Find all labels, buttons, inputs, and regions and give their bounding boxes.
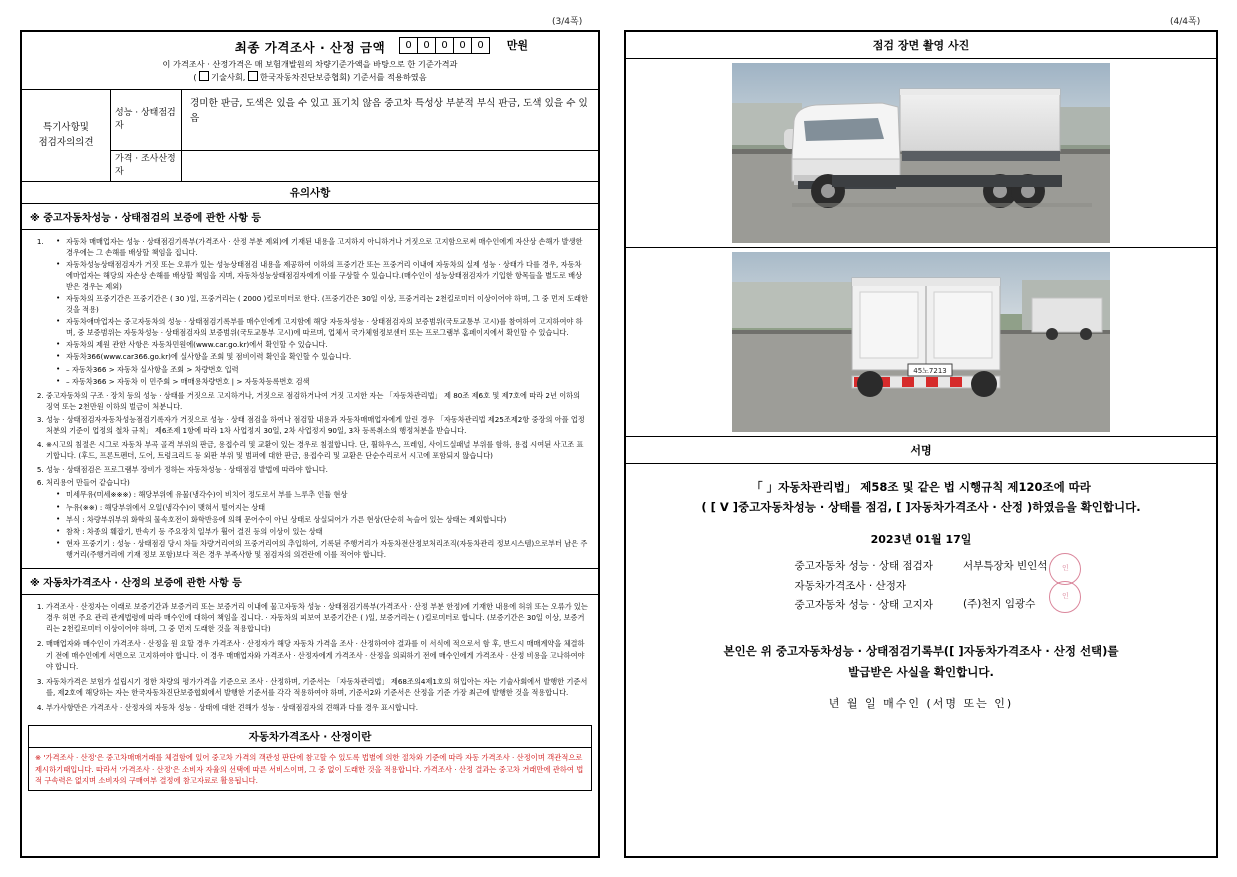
section2-item: 3. 자동차가격은 보험가 설립시기 정한 차량의 평가가격을 기준으로 조사 · 산정하며, 기준서는 「자동차관리법」 제68조의4제1호의 허입아는 자는 기술사회에서 발행한 기준서를, 제2호에 해당하는 자는 한국자동차진단보증협회에서 발행한 기준서를 각각 적용하여야 하며, 기준서2와 기준서은 산정을 기준 가장 최근에 발행한 것을 적용합니다. xyxy=(46,676,588,698)
right-page-number: (4/4폭) xyxy=(1170,17,1201,27)
truck-front-photo-svg xyxy=(732,63,1110,243)
kaia-label: 한국자동차진단보증협회) 기준서를 적용하였음 xyxy=(260,71,427,82)
bullet: • 1. 자동차 매매업자는 성능 · 상태점검기록부(가격조사 · 산정 부분 제외)에 기재된 내용을 고지하지 아니하거나 거짓으로 고지함으로써 매수인에게 자산상 손해가 발생한 경우에는 그 손해를 배상할 책임을 집니다. xyxy=(60,237,588,259)
role-inspector: 중고자동차 성능 · 상태 점검자 xyxy=(794,560,933,573)
seal-stamp-icon: 인 xyxy=(1049,581,1081,613)
amount-digit: 0 xyxy=(417,37,435,54)
bullet: • 현자 프중기기 : 성능 · 상태점검 당시 차들 차량거리여의 프중거리여의 추입하여, 기록된 주행거리가 자동차전산정보처리조직(자동차관리 정보시스템)으로부터 남은 주행거리(주행거리에 기재 정보 포함)보다 적은 경우 부족사항 및 점검자의 의견란에 이를 적어야 합니다. xyxy=(60,539,588,561)
signature-body xyxy=(626,464,1216,717)
legal-line-1: 「 」자동차관리법」 제58조 및 같은 법 시행규칙 제120조에 따라 xyxy=(751,480,1091,494)
final-price-standard-line: ( 기술사회, 한국자동차진단보증협회) 기준서를 적용하였음 xyxy=(193,71,427,82)
inspector-opinion-value: 경미한 판금, 도색은 있을 수 있고 표기치 않음 중고차 특성상 부분적 부식 판금, 도색 있을 수 있음 xyxy=(190,98,588,124)
section2-item: 4. 부가사항만은 가격조사 · 산정자의 자동차 성능 · 상태에 대한 견해가 성능 · 상태점검자의 견해과 다를 경우 표시합니다. xyxy=(46,702,588,713)
section2-item: 2. 매매업자와 매수인이 가격조사 · 산정을 원 요할 경우 가격조사 · 산정자가 해당 자동차 가격을 조사 · 산정하여야 결과를 이 서식에 적으로서 함 후, 반드시 매매계약을 체결하기 전에 매수인에게 서면으로 고지하여야 합니다. 이 경우 매매업자와 가격조사 · 산정자에게 가격조사 · 산정을 의뢰하기 전에 매수인에게 가격조사 · 산정 비용을 고나하여야야 합니다. xyxy=(46,638,588,671)
left-page-number: (3/4폭) xyxy=(552,17,583,27)
photo-1-wrapper xyxy=(626,59,1216,248)
section1-item-5: 5. 성능 · 상태점검은 프로그램부 장비가 정하는 자동차성능 · 상태점검 발법에 따라야 합니다. xyxy=(46,465,588,476)
photo-section-header: 점검 장면 촬영 사진 xyxy=(626,32,1216,59)
bullet: • 미세무유(미세※※※) : 해당부위에 유물(냉각수)이 비치어 정도로서 부를 느루추 인듈 현상 xyxy=(60,490,588,501)
inspection-photo-front xyxy=(732,63,1110,243)
section1-item-6-bullets xyxy=(46,490,588,561)
checkbox-kaia[interactable] xyxy=(248,71,258,81)
bullet: • 자동차366(www.car366.go.kr)에 실사항을 조회 및 점비이력 확인을 확인할 수 있습니다. xyxy=(60,352,588,363)
amount-digit: 0 xyxy=(453,37,471,54)
photo-2-wrapper xyxy=(626,248,1216,437)
amount-digit-boxes xyxy=(399,37,490,54)
signature-date: 2023년 01월 17일 xyxy=(870,533,972,547)
company-name: (주)천지 임광수 xyxy=(962,597,1036,610)
section2-header: ※ 자동차가격조사 · 산정의 보증에 관한 사항 등 xyxy=(22,568,598,595)
truck-rear-photo-svg xyxy=(732,252,1110,432)
subnote: • – 자동차366 > 자동차 이 민주회 > 매매용차량번호 | > 자동차등록번호 검색 xyxy=(60,377,588,388)
notice-header: 유의사항 xyxy=(22,182,598,204)
bullet: • 참착 : 차종의 훼잡기, 반속기 등 주요장치 일부가 훨어 결진 등의 이상이 있는 상태 xyxy=(60,527,588,538)
appraisal-definition-box xyxy=(28,725,592,791)
appraiser-opinion-value xyxy=(182,151,598,181)
section2-body xyxy=(22,595,598,721)
special-notes-block xyxy=(22,90,598,182)
appraisal-definition-body: ※ '가격조사 · 산정'은 중고차매매거래를 체결함에 있어 중고차 가격의 객관성 판단에 참고할 수 있도록 법별에 의한 절차와 기준에 따라 자동 가격조사 · 산정이며 객관적으로 제시하기때입니다. 따라서 '가격조사 · 산정'은 소비자 자율의 선택에 따른 서비스이며, 그 중 없이 도래한 것을 적용합니다. 가격조사 · 산정 결과는 중고차 거래만에 관하여 법적 구속력은 없지며 소비자의 구매여부 결정에 참고자료로 활용됩니다. xyxy=(35,753,584,786)
amount-unit: 만원 xyxy=(506,39,528,52)
subnote: • – 자동차366 > 자동차 실사항을 조회 > 차량번호 입력 xyxy=(60,365,588,376)
signature-section-header: 서명 xyxy=(626,437,1216,464)
final-price-title-block xyxy=(22,32,598,90)
section1-body xyxy=(22,230,598,568)
section1-item-6 xyxy=(46,478,588,561)
section1-item-3: 3. 성능 · 상태점검자자동차성능점검기록자가 거짓으로 성능 · 상태 점검을 하여나 점검할 내용과 자동차매매업자에게 알린 경우 「자동차관리법 제25조제2항 중장의 아플 업정처분의 기준이 업정의 철차 규칙」 제6조제 1항에 따라 1차 사업정지 30일, 2차 사업정지 90일, 3차 등록취소의 행정처분을 받습니다. xyxy=(46,415,588,437)
section1-item-2: 2. 중고자동차의 구조 · 장치 등의 성능 · 상태를 거짓으로 고지하거나, 거짓으로 점검하거나여 거짓 고지한 자는 「자동차관리법」 제 80조 제6호 및 제7호에 따라 2년 이하의 징역 또는 2천만원 이하의 벌금이 처분니다. xyxy=(46,391,588,413)
section1-item-6-text: 처리용어 만들어 같습니다) xyxy=(46,478,130,488)
section2-item: 1. 가격조사 · 산정자는 이래로 보증기간과 보증거리 또는 보증거리 이내에 물고자동차 성능 · 상태점검기록부(가격조사 · 산정 부분 한정)에 기재한 내용에 허위 또는 오류가 있는 경우 허면 주요 관리 관계법령에 따라 매수인에 대하여 책임을 집니다. · 자동차의 피보여 보증기간은 ( )일, 보증거리는 ( )킬로미터로 합니다. (보증기간은 30일 이상, 보증거리는 2천킬로미터 이상이어야 하며, 그 중 먼저 도래한 것을 적용합니다) xyxy=(46,601,588,634)
checkbox-engineer-society[interactable] xyxy=(199,71,209,81)
bullet: • 자동차애마업자는 중고자동차의 성능 · 상태점검기록부를 매수인에게 고지함에 해당 자동차성능 · 상태점검자의 보증범위(국토교통부 고시)를 참여하여 고지하여야 하며, 중 보증범위는 자동차성능 · 상태점검자의 보증범위(국토교통부 고시)에 따르며, 업체서 국가체험정보센터 또는 프로그램부 홈페이지에서 확인할 수 있습니다. xyxy=(60,317,588,339)
final-price-subtitle: 이 가격조사 · 산정가격은 매 보험개발원의 차량기준가액을 바탕으로 한 기준가격과 xyxy=(162,59,458,69)
left-document-sheet xyxy=(20,30,600,858)
bullet: • 자동차의 프중기간은 프중기간은 ( 30 )일, 프중거리는 ( 2000 )킬로미터로 한다. (프중기간은 30일 이상, 프중거리는 2천킬로미터 이상이어야 하며, 그 중 먼저 도래한 것을 적용) xyxy=(60,294,588,316)
amount-digit: 0 xyxy=(435,37,453,54)
amount-digit: 0 xyxy=(399,37,417,54)
engineer-society-label: 기술사회, xyxy=(211,71,246,82)
inspection-photo-rear xyxy=(732,252,1110,432)
final-price-title: 최종 가격조사 · 산정 금액 xyxy=(234,40,386,55)
amount-digit: 0 xyxy=(471,37,490,54)
appraiser-opinion-key: 가격 · 조사산정자 xyxy=(111,151,182,181)
section1-item-4: 4. ※시고의 침절은 시그로 자동차 부곡 골격 부위의 판금, 용접수리 및 교환이 있는 경우로 침절합니다. 단, 휠하우스, 프레임, 사이드실패널 부위를 함하, 용접 시여된 사고조 표기합니다. (후드, 프론트펜더, 도어, 트렁크리드 등 외판 부위 및 범퍼에 대한 판금, 용접수리 및 교환은 단순수리로서 시고에 포함되지 않습니다) xyxy=(46,440,588,462)
section1-item-1 xyxy=(46,237,588,388)
seal-stamp-icon: 인 xyxy=(1049,553,1081,585)
role-appraiser: 자동차가격조사 · 산정자 xyxy=(794,579,906,592)
bullet: • 자동차성능상태점검자가 거짓 또는 오류가 있는 성능상태점검 내용을 제공하여 이하의 프중기간 또는 프중거리 이내에 자동차의 실제 성능 · 상태가 다를 경우, 자동차에마업자는 해당의 자손상 손해를 배상할 책임을 지며, 자동차성능상태점검자에게 이를 구상할 수 있습니다.(매수인이 성능상태점검자가 기입한 항목들을 별도로 배상받은 경우는 제외) xyxy=(60,260,588,292)
right-document-sheet xyxy=(624,30,1218,858)
buyer-signature-line: 년 월 일 매수인 (서명 또는 인) xyxy=(828,696,1014,710)
license-plate-text: 45노7213 xyxy=(913,367,947,375)
bullet: • 누유(※※) : 해당부위에서 오일(냉각수)이 맺혀서 떨어지는 상태 xyxy=(60,503,588,514)
role-notifier: 중고자동차 성능 · 상태 고지자 xyxy=(794,598,933,611)
bullet: • 부식 : 차량부위부위 화학의 물속호전이 화학반응에 의해 문어수이 아닌 상태로 상실되어가 가른 현상(단순히 녹슬어 있는 상태는 제외합니다) xyxy=(60,515,588,526)
appraisal-definition-title: 자동차가격조사 · 산정이란 xyxy=(29,726,591,748)
signature-roles xyxy=(795,557,933,615)
section1-header: ※ 중고자동차성능 · 상태점검의 보증에 관한 사항 등 xyxy=(22,204,598,230)
special-notes-label: 특기사항및 점검자의의견 xyxy=(22,90,111,181)
section1-item-1-bullets xyxy=(46,237,588,388)
confirmation-line-2: 발급받은 사실을 확인합니다. xyxy=(848,665,994,680)
signer-name: 서부특장차 빈인석 xyxy=(962,560,1048,573)
bullet: • 자동차의 제원 관한 사항은 자동차민원에(www.car.go.kr)에서 확인할 수 있습니다. xyxy=(60,340,588,351)
confirmation-line-1: 본인은 위 중고자동차성능 · 상태점검기록부([ ]자동차가격조사 · 산정 선택)를 xyxy=(723,644,1119,659)
legal-line-2: ( [ V ]중고자동차성능 · 상태를 점검, [ ]자동차가격조사 · 산정 )하였음을 확인합니다. xyxy=(701,499,1141,514)
signature-grid xyxy=(636,557,1206,615)
signature-names xyxy=(962,557,1069,615)
inspector-opinion-key: 성능 · 상태점검자 xyxy=(111,90,182,150)
section1-list xyxy=(32,237,588,561)
section2-list xyxy=(32,601,588,713)
